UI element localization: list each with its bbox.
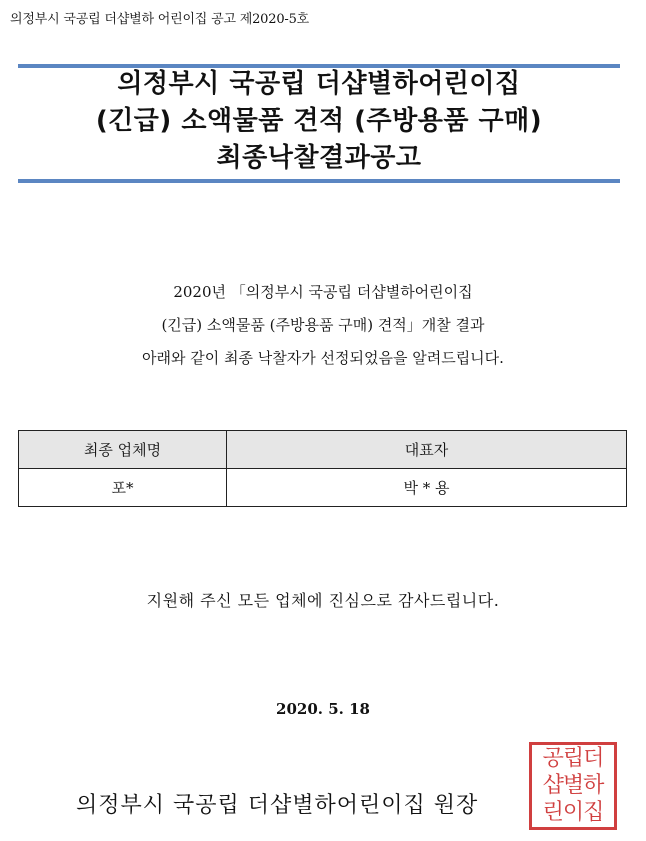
title-box — [18, 64, 620, 184]
issuer-name: 의정부시 국공립 더샵별하어린이집 원장 — [76, 793, 479, 818]
table-header-row — [19, 431, 627, 469]
notice-number: 의정부시 국공립 더샵별하 어린이집 공고 제2020-5호 — [10, 12, 310, 27]
seal-row-2: 샵별하 — [542, 773, 604, 798]
header-company: 최종 업체명 — [19, 431, 227, 469]
seal-row-3: 린이집 — [542, 800, 604, 825]
table-row — [19, 469, 627, 507]
thanks-message: 지원해 주신 모든 업체에 진심으로 감사드립니다. — [146, 591, 500, 610]
title-line-3: 최종낙찰결과공고 — [216, 143, 422, 173]
title-line-2: (긴급) 소액물품 견적 (주방용품 구매) — [95, 106, 543, 136]
body-line-3: 아래와 같이 최종 낙찰자가 선정되었음을 알려드립니다. — [142, 349, 504, 367]
seal-row-1: 공립더 — [542, 746, 604, 771]
title-line-1: 의정부시 국공립 더샵별하어린이집 — [117, 69, 521, 99]
official-seal — [529, 742, 617, 830]
body-line-1: 2020년 「의정부시 국공립 더샵별하어린이집 — [173, 283, 473, 301]
title-bottom-rule — [18, 179, 620, 183]
body-line-2: (긴급) 소액물품 (주방용품 구매) 견적」개찰 결과 — [161, 316, 485, 334]
cell-company: 포* — [19, 469, 227, 507]
result-table — [18, 430, 627, 507]
header-representative: 대표자 — [227, 431, 627, 469]
announcement-date: 2020. 5. 18 — [276, 700, 370, 718]
cell-representative: 박 * 용 — [227, 469, 627, 507]
